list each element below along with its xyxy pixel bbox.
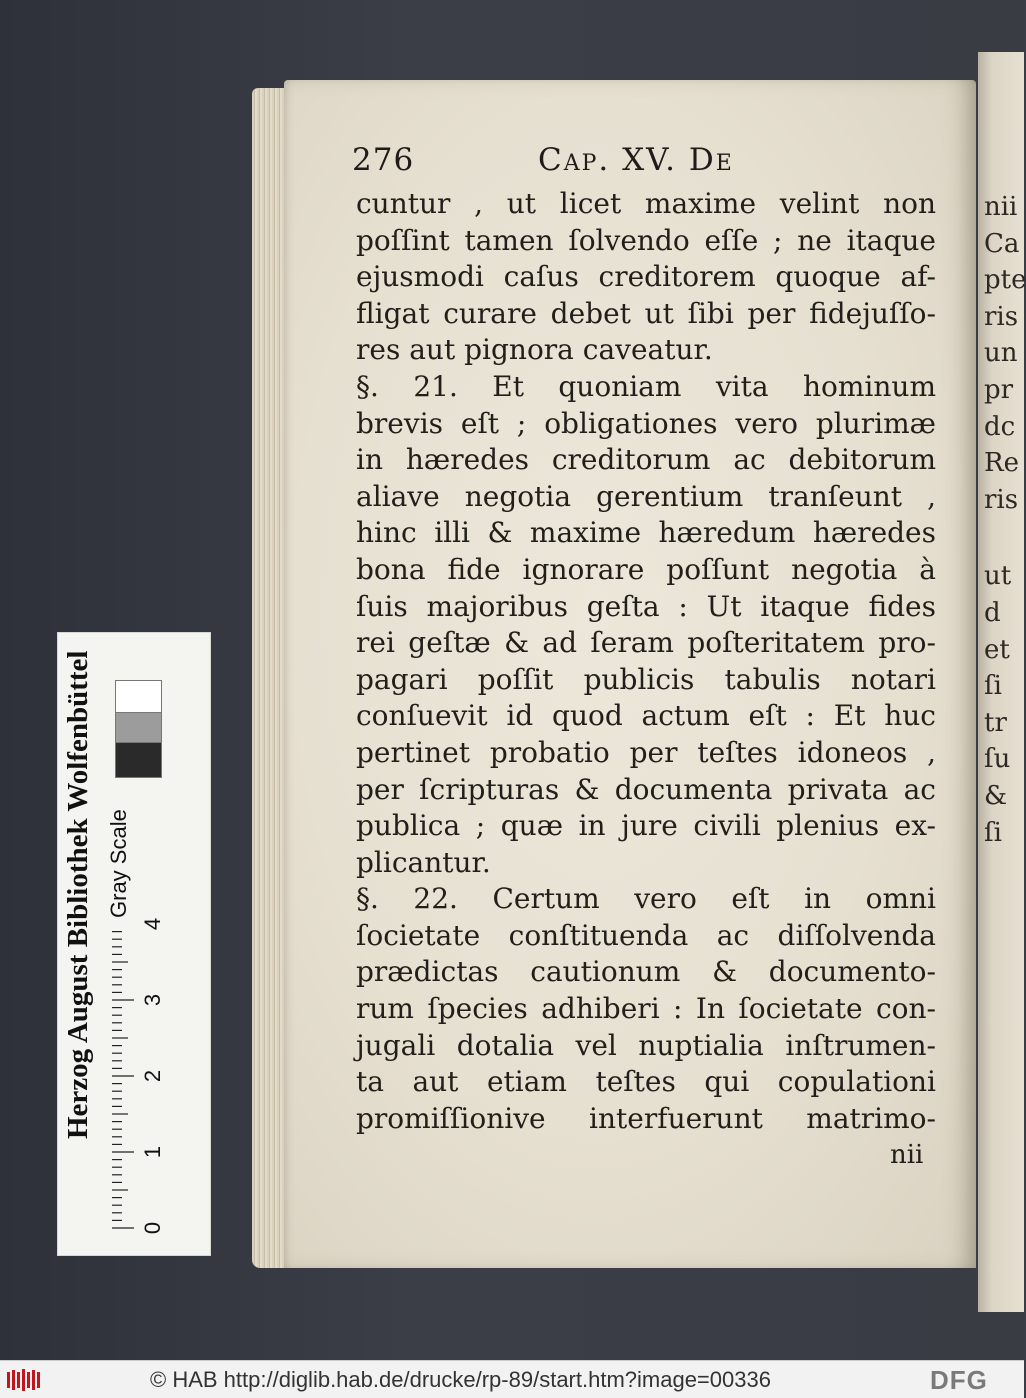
text-line: publica ; quæ in jure civili plenius ex- <box>356 809 936 843</box>
facing-page-fragment: ut <box>984 561 1012 592</box>
text-line: ta aut etiam teſtes qui copulationi <box>356 1065 936 1099</box>
swatch-white <box>115 680 162 714</box>
text-line: §. 22. Certum vero eſt in omni <box>356 882 936 916</box>
text-line: conſuevit id quod actum eſt : Et huc <box>356 699 936 733</box>
text-line: jugali dotalia vel nuptialia inſtrumen- <box>356 1028 936 1062</box>
page-number: 276 <box>352 142 415 178</box>
body-text <box>356 186 936 1137</box>
running-title: Cap. XV. De <box>538 142 734 178</box>
text-line: bona fide ignorare poſſunt negotia à <box>356 552 936 586</box>
facing-page-fragment: d <box>984 598 1001 628</box>
text-line: pagari poſſit publicis tabulis notari <box>356 662 936 696</box>
text-line: §. 21. Et quoniam vita hominum <box>356 369 936 403</box>
text-line: in hæredes creditorum ac debitorum <box>356 443 936 477</box>
copyright-url: © HAB http://diglib.hab.de/drucke/rp-89/start.htm?image=00336 <box>150 1367 771 1392</box>
text-line: prædictas cautionum & documento- <box>356 955 936 989</box>
facing-page-fragment: dc <box>984 411 1016 442</box>
facing-page-fragment: Ca <box>984 228 1020 259</box>
ruler-number: 2 <box>140 1069 165 1083</box>
text-line: ejusmodi caſus creditorem quoque af- <box>356 260 936 294</box>
facing-page-fragment: ſu <box>984 744 1011 775</box>
swatch-black <box>115 742 162 778</box>
page-header <box>352 142 932 186</box>
text-line: plicantur. <box>356 845 491 879</box>
text-line: rum ſpecies adhiberi : In ſocietate con- <box>356 992 936 1026</box>
facing-page-fragment: un <box>984 338 1018 369</box>
facing-page-fragment: & <box>984 781 1008 811</box>
text-line: promiſſionive interfuerunt matrimo- <box>356 1101 936 1135</box>
text-line: rei geſtæ & ad ſeram poſteritatem pro- <box>356 626 936 660</box>
facing-page-fragment: ſi <box>984 817 1002 848</box>
text-line: res aut pignora caveatur. <box>356 333 713 367</box>
facing-page-fragment: Re <box>984 448 1019 479</box>
facing-page-fragment: tr <box>984 707 1007 738</box>
text-line: poſſint tamen ſolvendo eſſe ; ne itaque <box>356 223 936 257</box>
text-line: ſocietate conſtituenda ac diſſolvenda <box>356 918 936 952</box>
facing-page-fragment: pte <box>984 265 1026 296</box>
ruler-number: 4 <box>140 917 165 931</box>
ruler-number: 0 <box>140 1221 165 1235</box>
gray-scale-label: Gray Scale <box>106 809 131 918</box>
catchword: nii <box>890 1140 924 1170</box>
facing-page-fragment: ris <box>984 484 1019 515</box>
institution-label: Herzog August Bibliothek Wolfenbüttel <box>62 651 94 1140</box>
text-line: ſuis majoribus geſta : Ut itaque fides <box>356 589 936 623</box>
text-line: hinc illi & maxime hæredum hæredes <box>356 516 936 550</box>
facing-page-fragment: pr <box>984 375 1014 405</box>
facing-page-fragment: et <box>984 634 1010 665</box>
ruler-number: 1 <box>140 1145 165 1159</box>
ruler-ticks <box>108 917 168 1235</box>
facing-page-edge <box>978 52 1024 1312</box>
text-line: per ſcripturas & documenta privata ac <box>356 772 936 806</box>
text-line: cuntur , ut licet maxime velint non <box>356 187 936 220</box>
text-line: pertinet probatio per teſtes idoneos , <box>356 735 936 769</box>
ruler-number: 3 <box>140 993 165 1007</box>
text-line: fligat curare debet ut ſibi per fidejuſſo- <box>356 296 936 330</box>
facing-page-fragment: nii <box>984 192 1018 222</box>
facing-page-fragment: ris <box>984 301 1019 332</box>
facing-page-fragment: ſi <box>984 671 1002 702</box>
hab-logo-icon <box>6 1368 46 1392</box>
footer-bar <box>0 1360 1024 1398</box>
text-line: brevis eſt ; obligationes vero plurimæ <box>356 406 936 440</box>
text-line: aliave negotia gerentium tranſeunt , <box>356 479 936 513</box>
dfg-logo: DFG <box>930 1365 988 1395</box>
swatch-mid-gray <box>115 712 162 744</box>
